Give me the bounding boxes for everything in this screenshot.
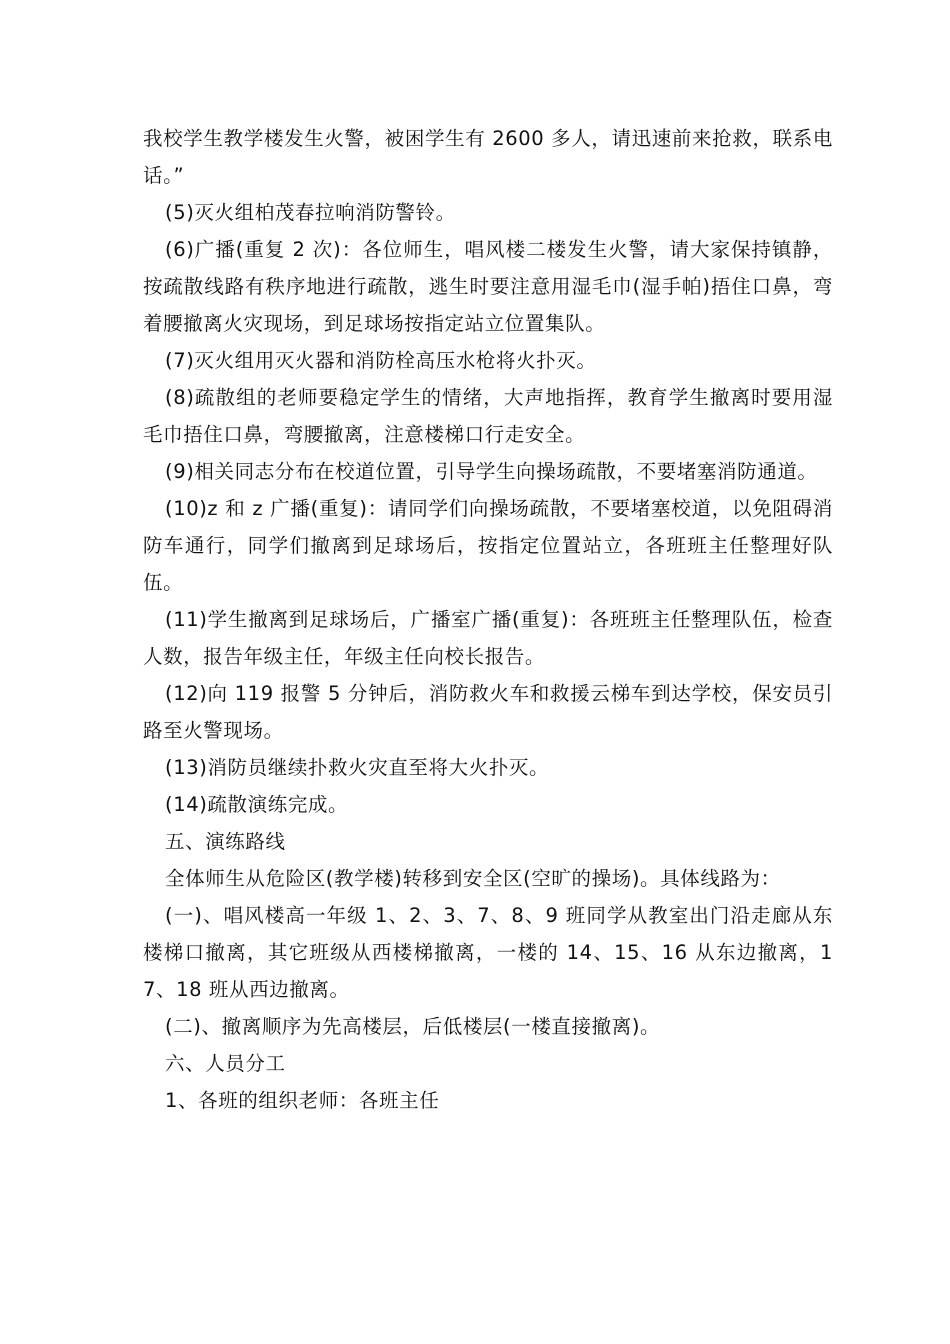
paragraph-step-7: (7)灭火组用灭火器和消防栓高压水枪将火扑灭。: [165, 349, 597, 372]
paragraph-step-11: (11)学生撤离到足球场后，广播室广播(重复)：各班班主任整理队伍，检查人数，报告年级主任，年级主任向校长报告。: [143, 608, 833, 668]
paragraph-staff-item-1: 1、各班的组织老师：各班主任: [165, 1089, 440, 1112]
section-heading-staff-assignment: 六、人员分工: [165, 1052, 286, 1075]
paragraph-step-8: (8)疏散组的老师要稳定学生的情绪，大声地指挥，教育学生撤离时要用湿毛巾捂住口鼻，弯腰撤离，注意楼梯口行走安全。: [143, 386, 833, 446]
paragraph-step-10: (10)z 和 z 广播(重复)：请同学们向操场疏散，不要堵塞校道，以免阻碍消防车通行，同学们撤离到足球场后，按指定位置站立，各班班主任整理好队伍。: [143, 497, 833, 594]
paragraph-route-overview: 全体师生从危险区(教学楼)转移到安全区(空旷的操场)。具体线路为：: [165, 867, 781, 890]
document-body: [143, 120, 833, 1119]
paragraph-route-item-2: (二)、撤离顺序为先高楼层，后低楼层(一楼直接撤离)。: [165, 1015, 661, 1038]
paragraph-alarm-call-continued: 我校学生教学楼发生火警，被困学生有 2600 多人，请迅速前来抢救，联系电话。”: [143, 127, 833, 187]
paragraph-step-6: (6)广播(重复 2 次)：各位师生，唱风楼二楼发生火警，请大家保持镇静，按疏散线路有秩序地进行疏散，逃生时要注意用湿毛巾(湿手帕)捂住口鼻，弯着腰撤离火灾现场，到足球场按指定站立位置集队。: [143, 238, 833, 335]
section-heading-drill-route: 五、演练路线: [165, 830, 286, 853]
paragraph-step-9: (9)相关同志分布在校道位置，引导学生向操场疏散，不要堵塞消防通道。: [165, 460, 818, 483]
paragraph-step-13: (13)消防员继续扑救火灾直至将大火扑灭。: [165, 756, 550, 779]
paragraph-step-5: (5)灭火组柏茂春拉响消防警铃。: [165, 201, 456, 224]
paragraph-step-14: (14)疏散演练完成。: [165, 793, 349, 816]
paragraph-step-12: (12)向 119 报警 5 分钟后，消防救火车和救援云梯车到达学校，保安员引路至火警现场。: [143, 682, 833, 742]
paragraph-route-item-1: (一)、唱风楼高一年级 1、2、3、7、8、9 班同学从教室出门沿走廊从东楼梯口撤离，其它班级从西楼梯撤离，一楼的 14、15、16 从东边撤离，17、18 班从西边撤离。: [143, 904, 833, 1001]
